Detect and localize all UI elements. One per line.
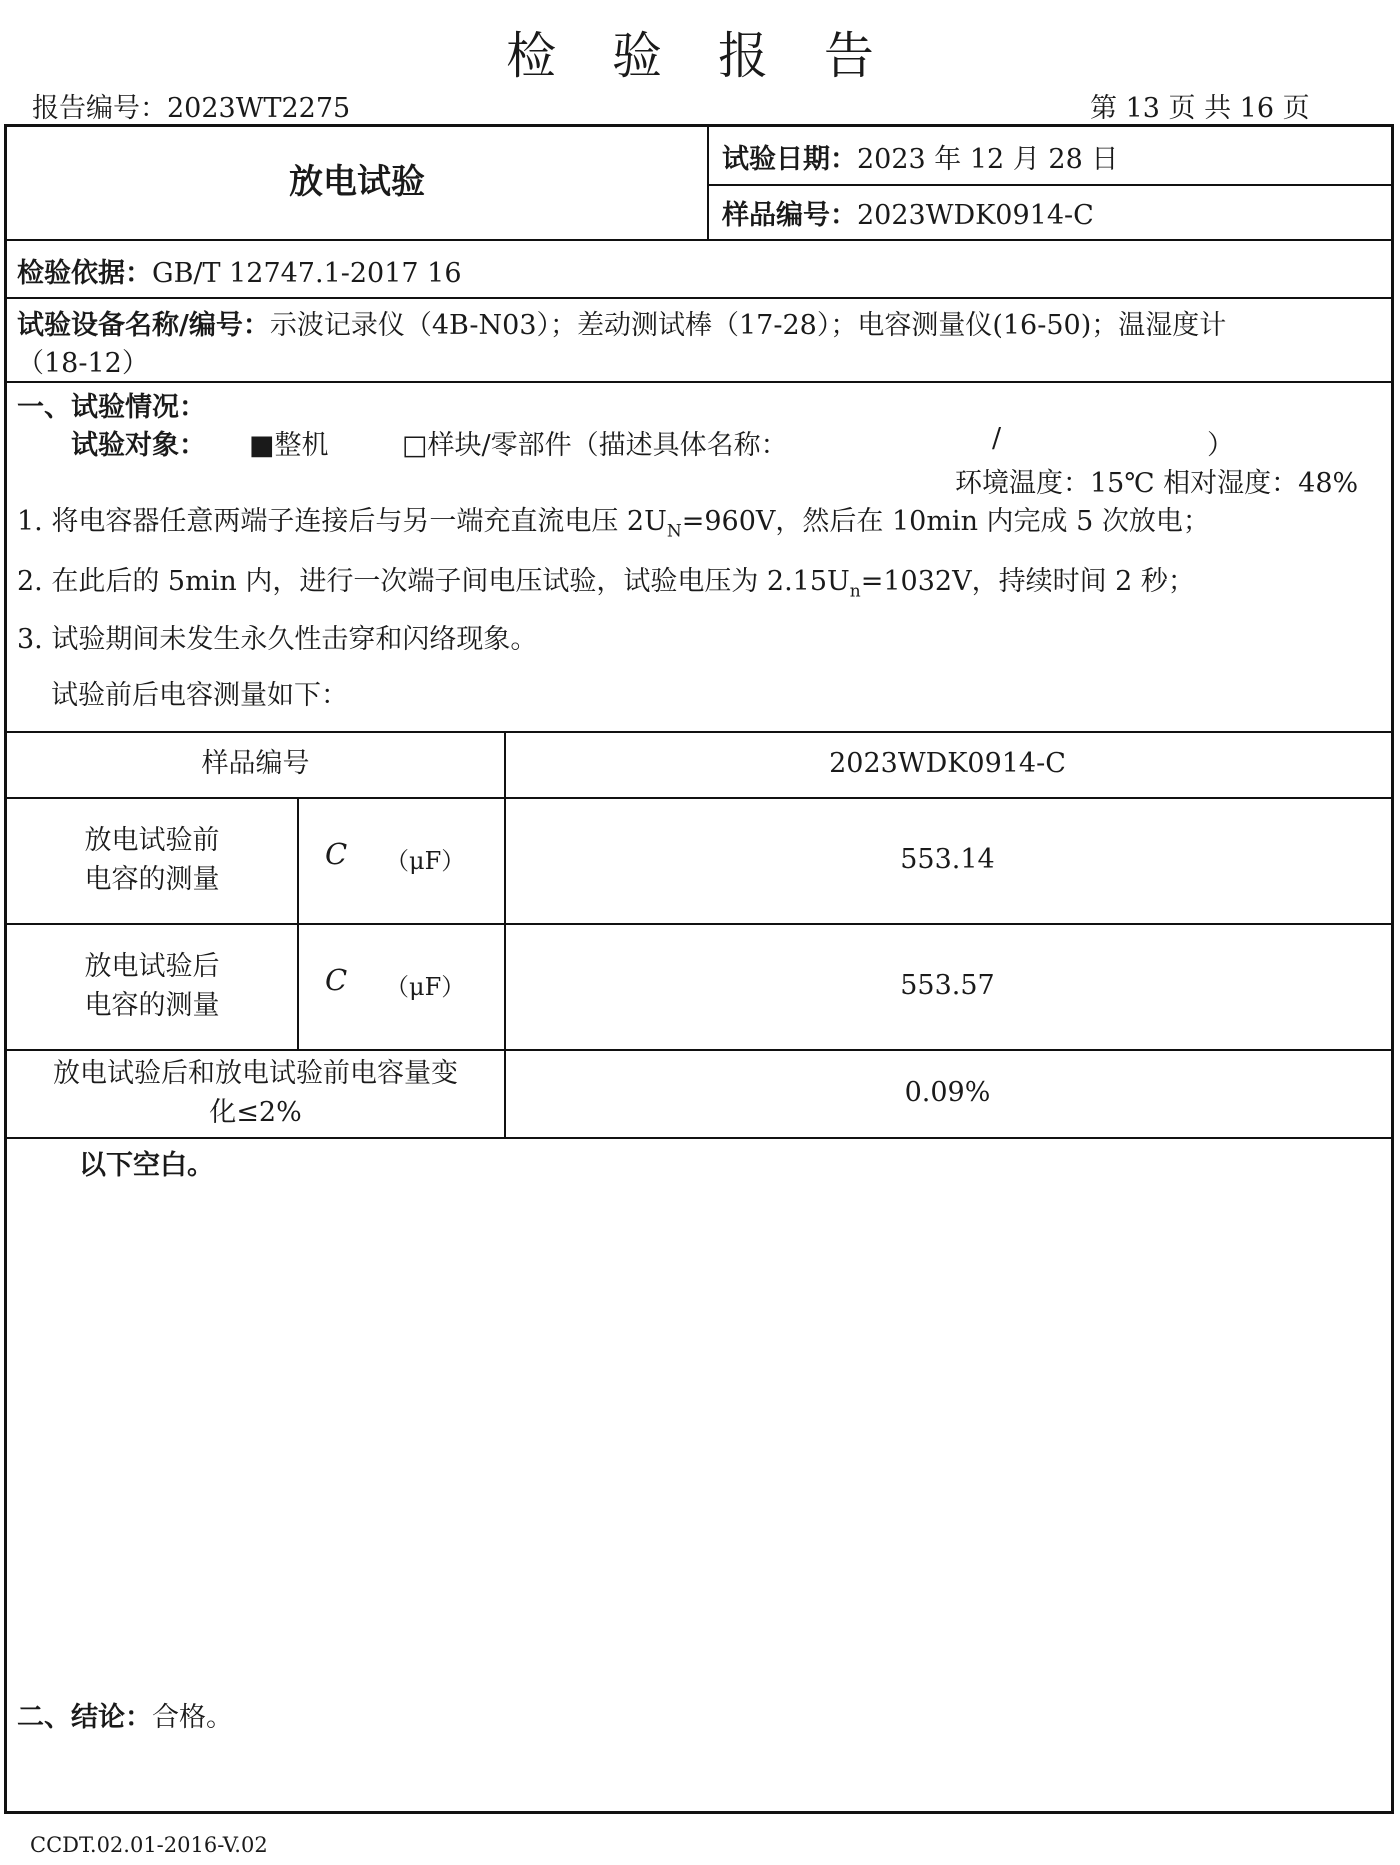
row-2-symbol: C bbox=[325, 963, 348, 997]
row-2-value: 553.57 bbox=[900, 970, 995, 1002]
option-whole-unit: ■整机 bbox=[249, 430, 329, 461]
header-inner-divider bbox=[707, 184, 1391, 186]
blank-note: 以下空白。 bbox=[79, 1150, 214, 1181]
row-2-label-line-2: 电容的测量 bbox=[84, 990, 220, 1021]
row-2-label-line-1: 放电试验后 bbox=[84, 950, 220, 982]
table-row-3-label bbox=[7, 1049, 504, 1137]
item-2-text-end: =1032V，持续时间 2 秒； bbox=[860, 566, 1195, 597]
basis-value: GB/T 12747.1-2017 16 bbox=[152, 258, 462, 289]
conclusion-value: 合格。 bbox=[152, 1702, 233, 1733]
row-3-label-line-2: 化≤2% bbox=[209, 1097, 302, 1128]
sample-number bbox=[722, 193, 1094, 232]
test-date-value: 2023 年 12 月 28 日 bbox=[857, 144, 1119, 175]
measurement-intro: 试验前后电容测量如下： bbox=[51, 680, 348, 711]
inspection-basis bbox=[17, 251, 462, 290]
item-1 bbox=[17, 499, 1210, 541]
table-header-value: 2023WDK0914-C bbox=[829, 748, 1066, 780]
row-1-label-line-2: 电容的测量 bbox=[84, 864, 220, 895]
item-1-text-end: =960V，然后在 10min 内完成 5 次放电； bbox=[681, 506, 1210, 537]
table-row-2-label bbox=[7, 923, 297, 1049]
test-name: 放电试验 bbox=[289, 162, 425, 203]
row-1-value: 553.14 bbox=[900, 844, 995, 876]
equipment-label: 试验设备名称/编号： bbox=[17, 310, 270, 341]
conclusion bbox=[17, 1695, 233, 1734]
test-date-label: 试验日期： bbox=[722, 144, 857, 175]
item-1-subscript: N bbox=[666, 521, 682, 542]
section-heading: 一、试验情况： bbox=[17, 392, 206, 423]
equipment-line-1 bbox=[17, 303, 1226, 342]
divider-line bbox=[7, 297, 1391, 299]
header-divider bbox=[707, 127, 709, 239]
row-1-label-line-1: 放电试验前 bbox=[84, 824, 220, 856]
report-number: 报告编号：2023WT2275 bbox=[32, 93, 351, 124]
item-2 bbox=[17, 559, 1195, 601]
row-1-symbol: C bbox=[325, 837, 348, 871]
row-3-label-line-1: 放电试验后和放电试验前电容量变 bbox=[53, 1057, 458, 1089]
item-1-text: 1. 将电容器任意两端子连接后与另一端充直流电压 2U bbox=[17, 506, 667, 537]
footer-code: CCDT.02.01-2016-V.02 bbox=[30, 1833, 268, 1857]
row-1-unit: （μF） bbox=[385, 847, 466, 875]
item-3: 3. 试验期间未发生永久性击穿和闪络现象。 bbox=[17, 624, 538, 655]
basis-label: 检验依据： bbox=[17, 258, 152, 289]
document-title: 检 验 报 告 bbox=[506, 27, 894, 85]
table-bottom-line bbox=[7, 1137, 1391, 1139]
row-3-value: 0.09% bbox=[904, 1077, 991, 1109]
divider-line bbox=[7, 239, 1391, 241]
sample-number-value: 2023WDK0914-C bbox=[857, 200, 1094, 231]
test-object-label: 试验对象： bbox=[71, 430, 206, 461]
conclusion-label: 二、结论： bbox=[17, 1702, 152, 1733]
row-2-unit: （μF） bbox=[385, 973, 466, 1001]
item-2-text: 2. 在此后的 5min 内，进行一次端子间电压试验，试验电压为 2.15U bbox=[17, 566, 850, 597]
table-row-1-label bbox=[7, 797, 297, 923]
page-info: 第 13 页 共 16 页 bbox=[1090, 93, 1310, 124]
divider-line bbox=[7, 381, 1391, 383]
item-2-subscript: n bbox=[849, 581, 861, 602]
equipment-value: 示波记录仪（4B-N03）；差动测试棒（17-28）；电容测量仪(16-50)；温湿度计 bbox=[269, 310, 1227, 341]
test-date bbox=[722, 137, 1118, 176]
option-part-close: ） bbox=[1207, 430, 1234, 461]
option-part-slash: / bbox=[992, 423, 1002, 454]
report-frame bbox=[4, 124, 1394, 1814]
option-part: □样块/零部件（描述具体名称： bbox=[402, 430, 788, 461]
equipment-line-2: （18-12） bbox=[17, 348, 149, 379]
environment-conditions: 环境温度：15℃ 相对湿度：48% bbox=[955, 468, 1359, 499]
sample-number-label: 样品编号： bbox=[722, 200, 857, 231]
table-header-label: 样品编号 bbox=[201, 748, 310, 780]
